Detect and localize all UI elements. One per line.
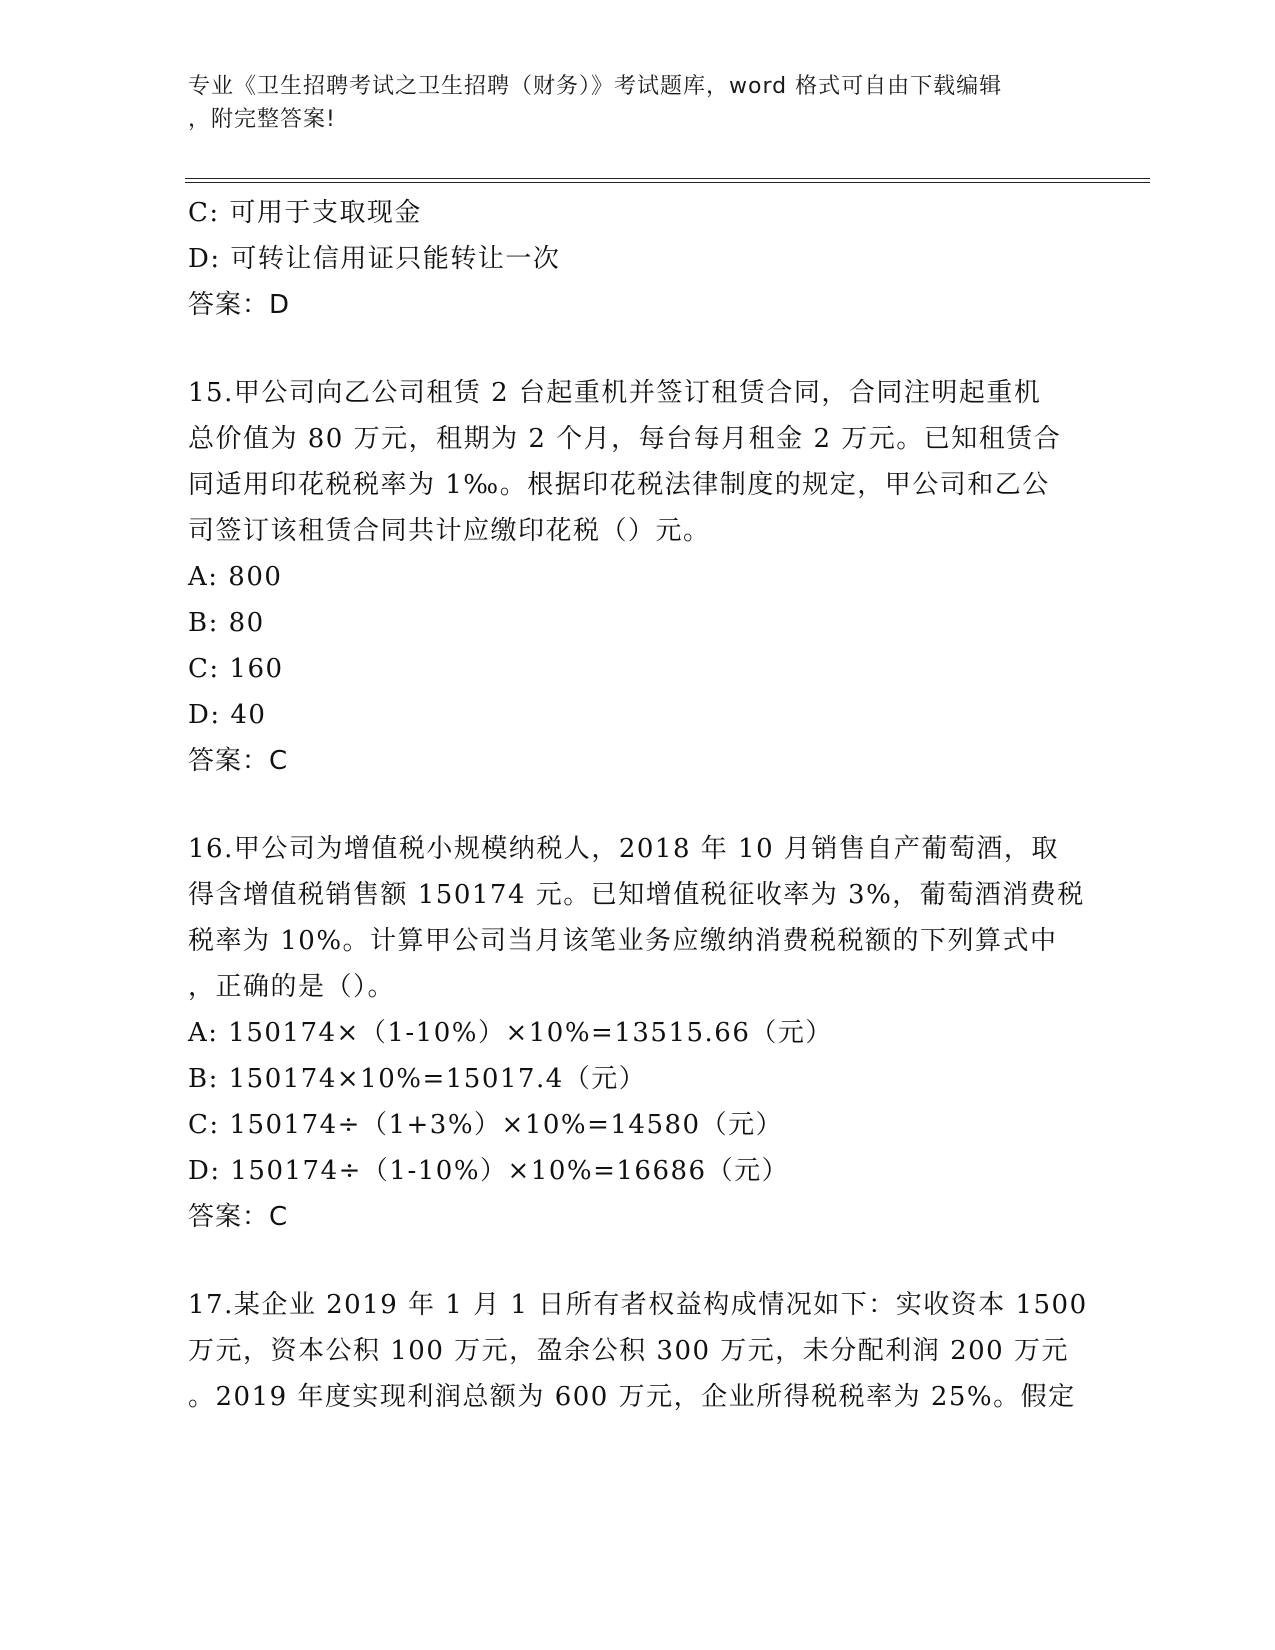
answer-line: 答案：D: [188, 290, 291, 320]
question-text-line: 得含增值税销售额 150174 元。已知增值税征收率为 3%，葡萄酒消费税: [188, 880, 1085, 910]
option-d: D: 150174÷（1-10%）×10%=16686（元）: [188, 1156, 790, 1186]
question-text-line: 司签订该租赁合同共计应缴印花税（）元。: [188, 516, 711, 546]
spacer: [188, 784, 1088, 826]
question-text-line: 万元，资本公积 100 万元，盈余公积 300 万元，未分配利润 200 万元: [188, 1336, 1069, 1366]
question-text-line: 税率为 10%。计算甲公司当月该笔业务应缴纳消费税税额的下列算式中: [188, 926, 1058, 956]
question-17: [188, 1282, 1088, 1420]
header-divider-bottom: [185, 182, 1150, 183]
option-c: C: 160: [188, 654, 284, 684]
question-text-line: ，正确的是（）。: [188, 972, 396, 1002]
option-d: D: 可转让信用证只能转让一次: [188, 244, 561, 274]
spacer: [188, 1240, 1088, 1282]
question-16: [188, 826, 1088, 1240]
question-text-line: 同适用印花税税率为 1‰。根据印花税法律制度的规定，甲公司和乙公: [188, 470, 1050, 500]
option-a: A: 800: [188, 562, 283, 592]
question-list: [188, 190, 1088, 1420]
question-text-line: 。2019 年度实现利润总额为 600 万元，企业所得税税率为 25%。假定: [188, 1382, 1076, 1412]
option-b: B: 150174×10%=15017.4（元）: [188, 1064, 647, 1094]
option-c: C: 可用于支取现金: [188, 198, 422, 228]
option-c: C: 150174÷（1+3%）×10%=14580（元）: [188, 1110, 784, 1140]
option-b: B: 80: [188, 608, 265, 638]
option-a: A: 150174×（1-10%）×10%=13515.66（元）: [188, 1018, 833, 1048]
question-text-line: 16.甲公司为增值税小规模纳税人，2018 年 10 月销售自产葡萄酒，取: [188, 834, 1059, 864]
header-line-2: ，附完整答案!: [188, 107, 336, 132]
answer-line: 答案：C: [188, 1202, 289, 1232]
header-divider-top: [185, 178, 1150, 179]
question-text-line: 17.某企业 2019 年 1 月 1 日所有者权益构成情况如下：实收资本 1500: [188, 1290, 1088, 1320]
spacer: [188, 328, 1088, 370]
header-line-1: 专业《卫生招聘考试之卫生招聘（财务）》考试题库，word 格式可自由下载编辑: [188, 74, 1003, 99]
question-text-line: 15.甲公司向乙公司租赁 2 台起重机并签订租赁合同，合同注明起重机: [188, 378, 1042, 408]
question-15: [188, 370, 1088, 784]
question-text-line: 总价值为 80 万元，租期为 2 个月，每台每月租金 2 万元。已知租赁合: [188, 424, 1062, 454]
question-14-tail: [188, 190, 1088, 328]
answer-line: 答案：C: [188, 746, 289, 776]
document-header: [188, 70, 1068, 136]
option-d: D: 40: [188, 700, 267, 730]
